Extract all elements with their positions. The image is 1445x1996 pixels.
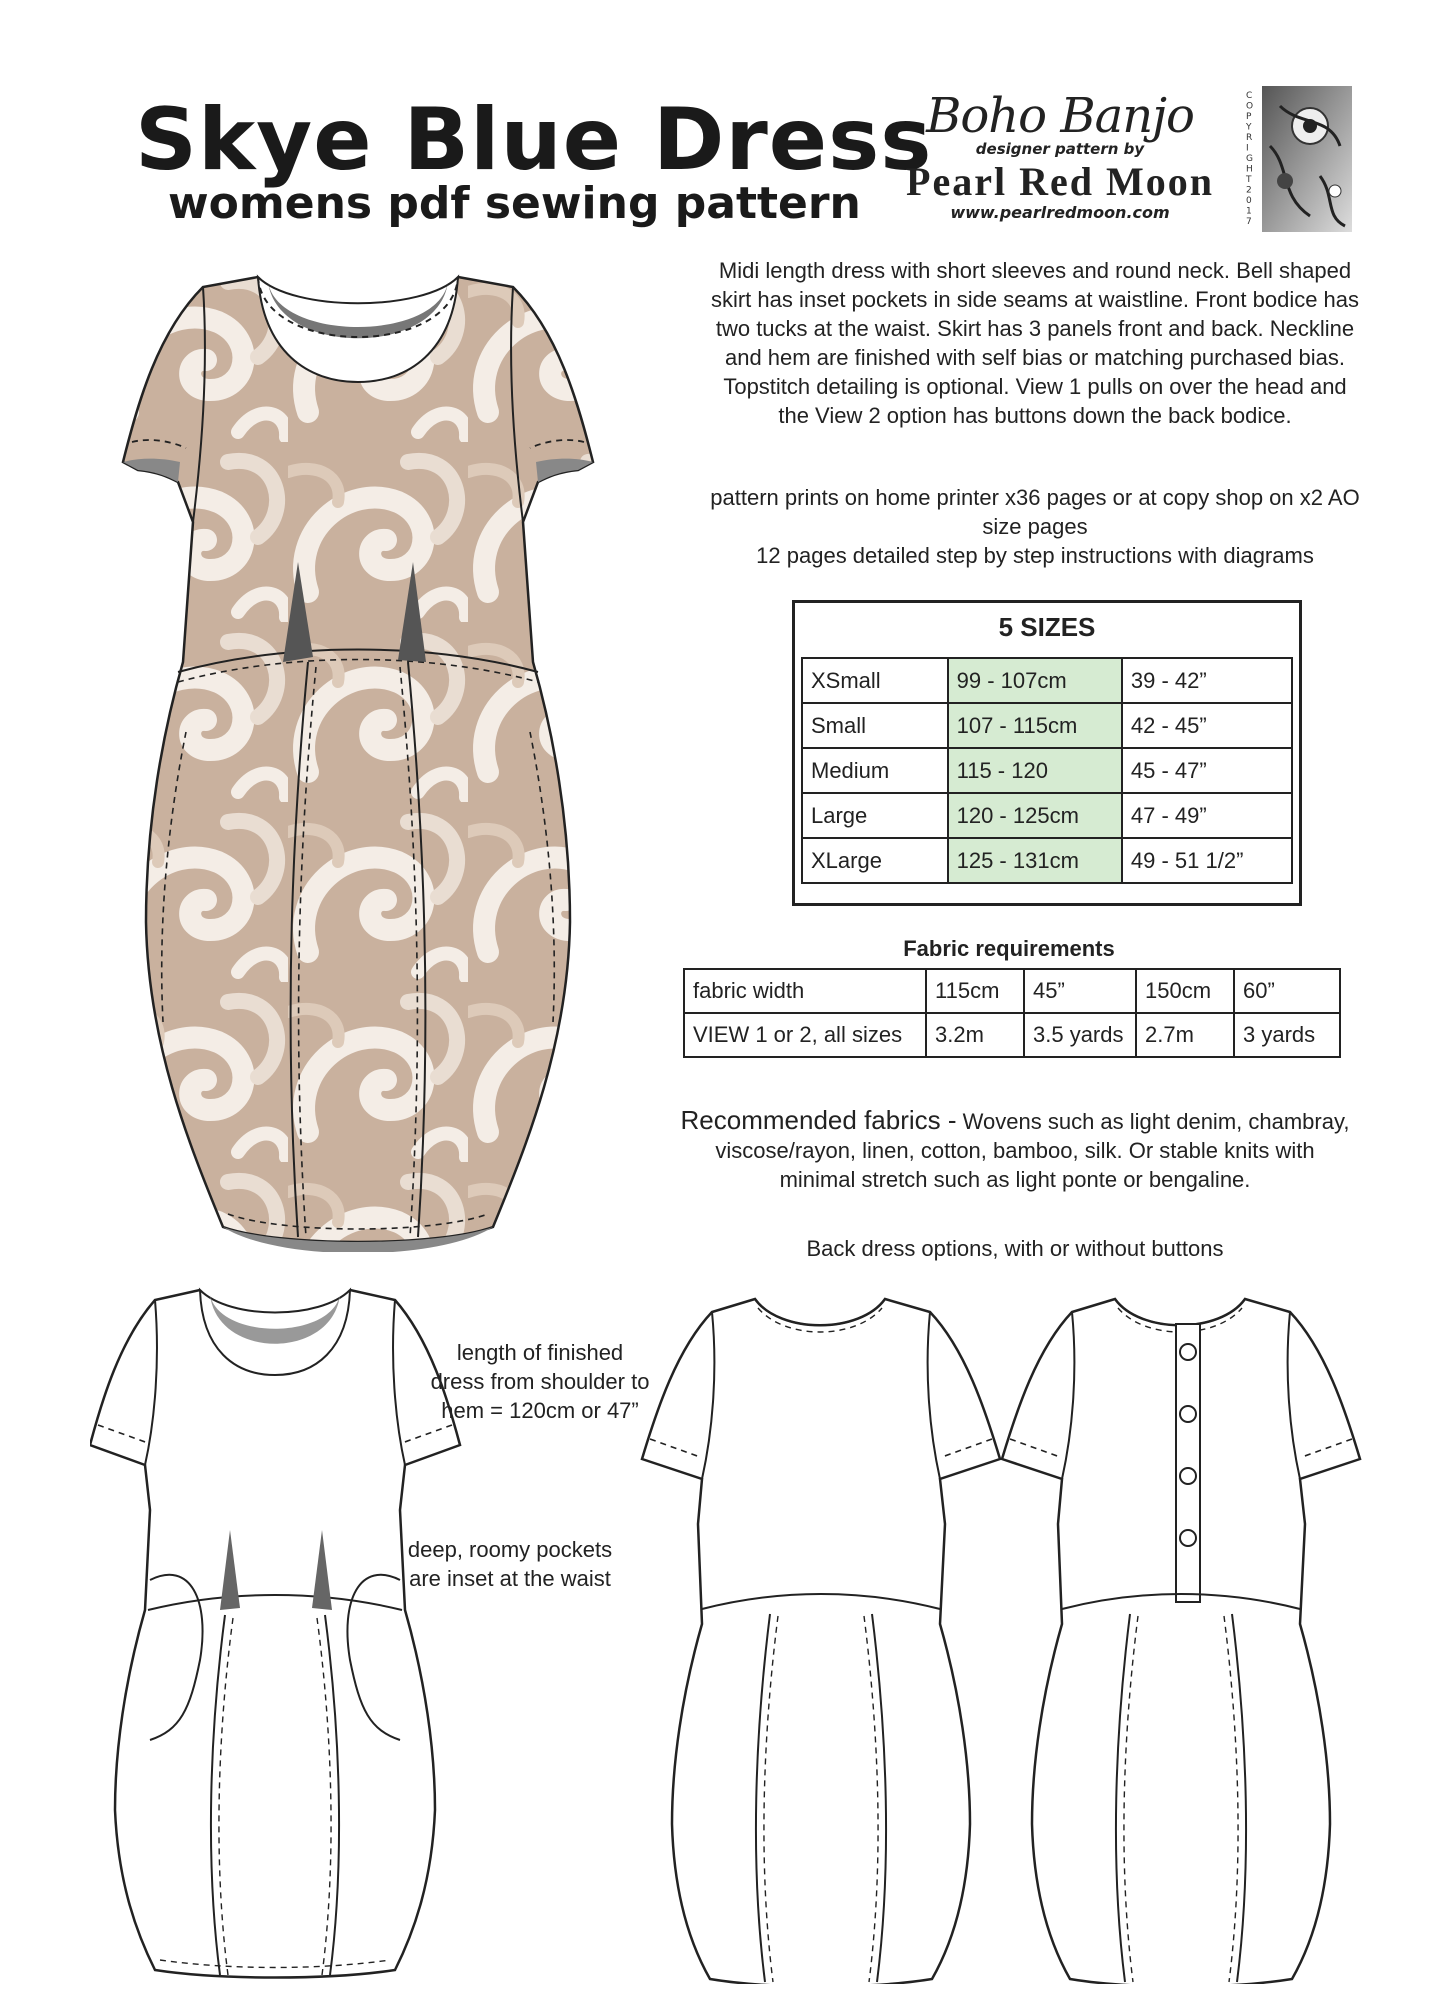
logo-art [1240, 86, 1352, 232]
fabric-header-cell: 45” [1024, 969, 1136, 1013]
size-name: Large [802, 793, 948, 838]
copyright-text: C O P Y R I G H T 2 0 1 7 [1246, 91, 1254, 227]
table-row [684, 1013, 1340, 1057]
table-row [684, 969, 1340, 1013]
fabric-cell: 3.2m [926, 1013, 1024, 1057]
size-cm: 115 - 120 [948, 748, 1122, 793]
size-inch: 45 - 47” [1122, 748, 1292, 793]
print-info [710, 483, 1360, 570]
front-line-drawing [90, 1280, 510, 1980]
fabric-header-cell: 115cm [926, 969, 1024, 1013]
printed-dress-illustration [108, 262, 608, 1252]
brand-url: www.pearlredmoon.com [950, 203, 1170, 222]
fabric-cell: 3.5 yards [1024, 1013, 1136, 1057]
size-cm: 99 - 107cm [948, 658, 1122, 703]
pockets-note: deep, roomy pockets are inset at the waist [407, 1537, 613, 1591]
length-note: length of finished dress from shoulder to hem = 120cm or 47” [430, 1340, 650, 1423]
fabric-header-cell: 60” [1234, 969, 1340, 1013]
fabric-header-cell: fabric width [684, 969, 926, 1013]
recommended-heading: Recommended fabrics - [680, 1105, 957, 1135]
size-cm: 125 - 131cm [948, 838, 1122, 883]
page-subtitle: womens pdf sewing pattern [168, 178, 861, 229]
brand-block [900, 88, 1220, 222]
size-inch: 39 - 42” [1122, 658, 1292, 703]
table-row [802, 838, 1292, 883]
table-row [802, 703, 1292, 748]
recommended-text: Wovens such as light denim, chambray, viscose/rayon, linen, cotton, bamboo, silk. Or stable knits with minimal stretch such as light ponte or bengaline. [715, 1109, 1350, 1192]
table-row [802, 658, 1292, 703]
size-name: Small [802, 703, 948, 748]
size-cm: 120 - 125cm [948, 793, 1122, 838]
back-view-with-buttons [1000, 1294, 1370, 1984]
size-inch: 47 - 49” [1122, 793, 1292, 838]
fabric-table [683, 968, 1341, 1058]
size-inch: 49 - 51 1/2” [1122, 838, 1292, 883]
description-text: Midi length dress with short sleeves and round neck. Bell shaped skirt has inset pockets in side seams at waistline. Front bodice has two tucks at the waist. Skirt has 3 panels front and back. Neckline and hem are finished with self bias or matching purchased bias. Topstitch detailing is optional. View 1 pulls on over the head and the View 2 option has buttons down the back bodice. [710, 258, 1360, 428]
sizes-title: 5 SIZES [998, 612, 1096, 642]
table-row [802, 793, 1292, 838]
size-name: XSmall [802, 658, 948, 703]
back-view-no-buttons [640, 1294, 1010, 1984]
print-info-line2: 12 pages detailed step by step instructions with diagrams [756, 543, 1314, 568]
size-cm: 107 - 115cm [948, 703, 1122, 748]
brand-tagline: designer pattern by [975, 140, 1145, 158]
brand-name: Boho Banjo [926, 88, 1194, 144]
size-inch: 42 - 45” [1122, 703, 1292, 748]
fabric-cell: 3 yards [1234, 1013, 1340, 1057]
size-name: XLarge [802, 838, 948, 883]
fabric-header-cell: 150cm [1136, 969, 1234, 1013]
brand-company: Pearl Red Moon [906, 159, 1214, 204]
fabric-cell: VIEW 1 or 2, all sizes [684, 1013, 926, 1057]
back-options-caption: Back dress options, with or without buttons [806, 1236, 1224, 1261]
size-name: Medium [802, 748, 948, 793]
fabric-cell: 2.7m [1136, 1013, 1234, 1057]
sizes-table [801, 657, 1293, 884]
print-info-line1: pattern prints on home printer x36 pages or at copy shop on x2 AO size pages [710, 485, 1360, 539]
table-row [802, 748, 1292, 793]
fabric-title: Fabric requirements [903, 936, 1115, 961]
recommended-fabrics [680, 1106, 1350, 1194]
page-title: Skye Blue Dress [135, 90, 933, 190]
